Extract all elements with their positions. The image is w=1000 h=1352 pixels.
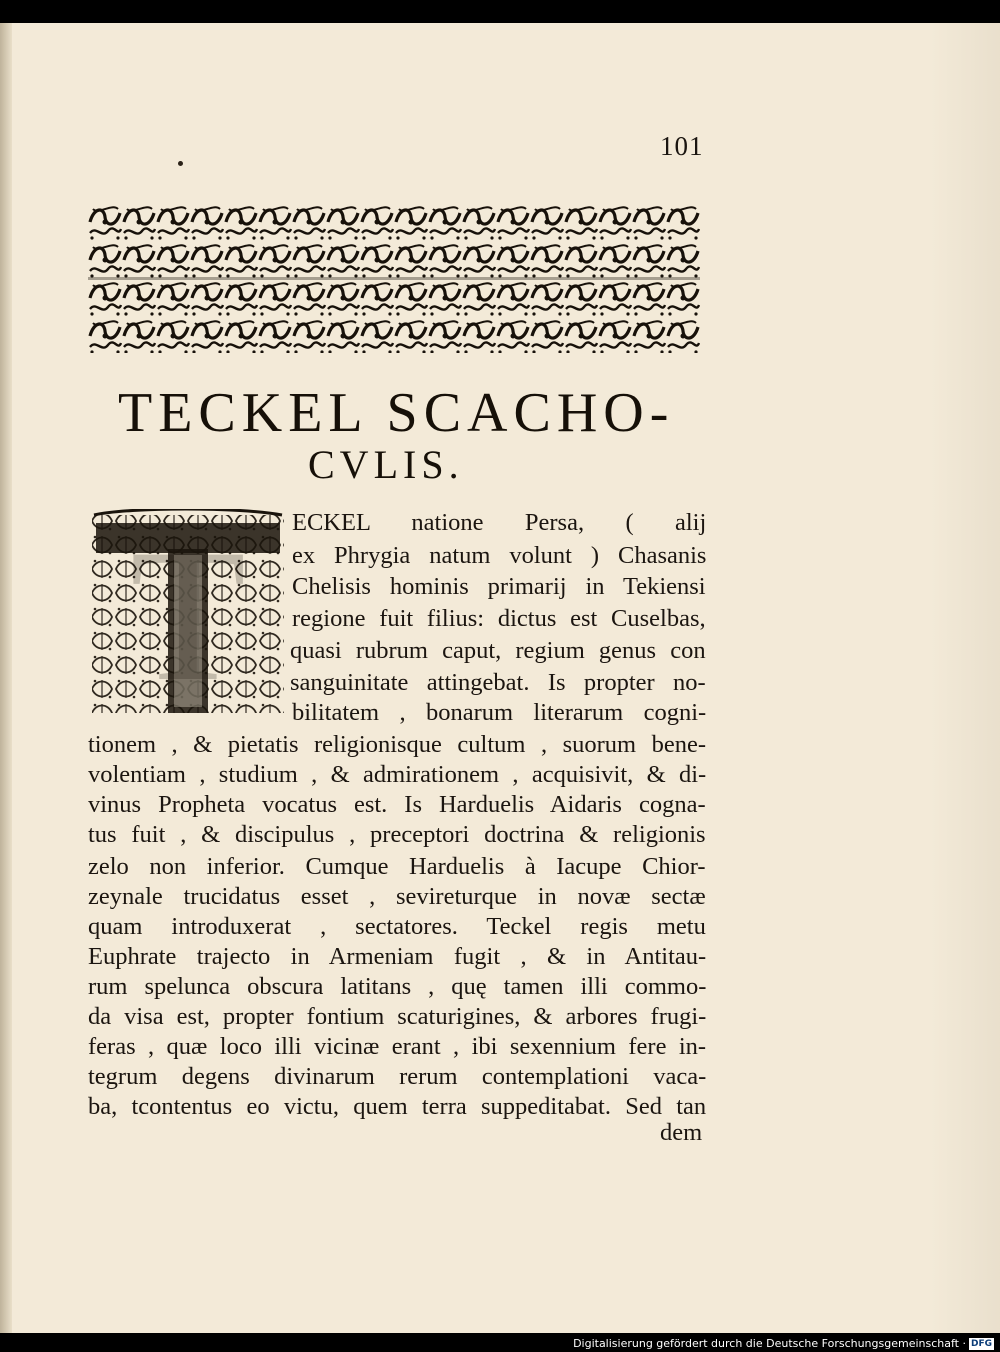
text-line: feras , quæ loco illi vicinæ erant , ibi sexennium fere in- bbox=[88, 1033, 707, 1060]
text-line: quam introduxerat , sectatores. Teckel regis metu bbox=[88, 913, 706, 940]
text-line: quasi rubrum caput, regium genus con bbox=[290, 637, 706, 664]
text-line: Euphrate trajecto in Armeniam fugit , & in Antitau- bbox=[88, 943, 707, 970]
chapter-title-line2: CVLIS. bbox=[308, 442, 464, 487]
text-line: vinus Propheta vocatus est. Is Harduelis Aidaris cogna- bbox=[88, 791, 706, 818]
digitization-footer bbox=[573, 1335, 994, 1352]
text-line: sanguinitate attingebat. Is propter no- bbox=[290, 669, 706, 696]
text-line: tus fuit , & discipulus , preceptori doctrina & religionis bbox=[88, 821, 706, 848]
drop-cap-letter: T bbox=[129, 511, 247, 717]
text-line: da visa est, propter fontium scaturigines, & arbores frugi- bbox=[88, 1003, 707, 1030]
chapter-title-line1: TECKEL SCACHO- bbox=[118, 382, 675, 444]
body-text bbox=[0, 23, 1000, 1333]
book-page bbox=[0, 23, 1000, 1333]
footer-text: Digitalisierung gefördert durch die Deutsche Forschungsgemeinschaft · bbox=[573, 1337, 966, 1350]
text-line: volentiam , studium , & admirationem , acquisivit, & di- bbox=[88, 761, 707, 788]
text-line: dem bbox=[660, 1119, 703, 1146]
text-line: tegrum degens divinarum rerum contemplationi vaca- bbox=[88, 1063, 707, 1090]
page-number: 101 bbox=[660, 131, 704, 161]
text-line: rum spelunca obscura latitans , quę tamen illi commo- bbox=[88, 973, 707, 1000]
dfg-logo: DFG bbox=[970, 1338, 992, 1349]
text-line: ECKEL natione Persa, ( alij bbox=[292, 509, 707, 536]
text-line: zeynale trucidatus esset , sevireturque in novæ sectæ bbox=[88, 883, 706, 910]
text-line: Chelisis hominis primarij in Tekiensi bbox=[292, 573, 706, 600]
text-line: tionem , & pietatis religionisque cultum , suorum bene- bbox=[88, 731, 706, 758]
text-line: ba, tcontentus eo victu, quem terra suppeditabat. Sed tan bbox=[88, 1093, 707, 1120]
text-line: bilitatem , bonarum literarum cogni- bbox=[292, 699, 707, 726]
text-line: zelo non inferior. Cumque Harduelis à Iacupe Chior- bbox=[88, 853, 706, 880]
text-line: ex Phrygia natum volunt ) Chasanis bbox=[292, 542, 707, 569]
text-line: regione fuit filius: dictus est Cuselbas, bbox=[292, 605, 706, 632]
